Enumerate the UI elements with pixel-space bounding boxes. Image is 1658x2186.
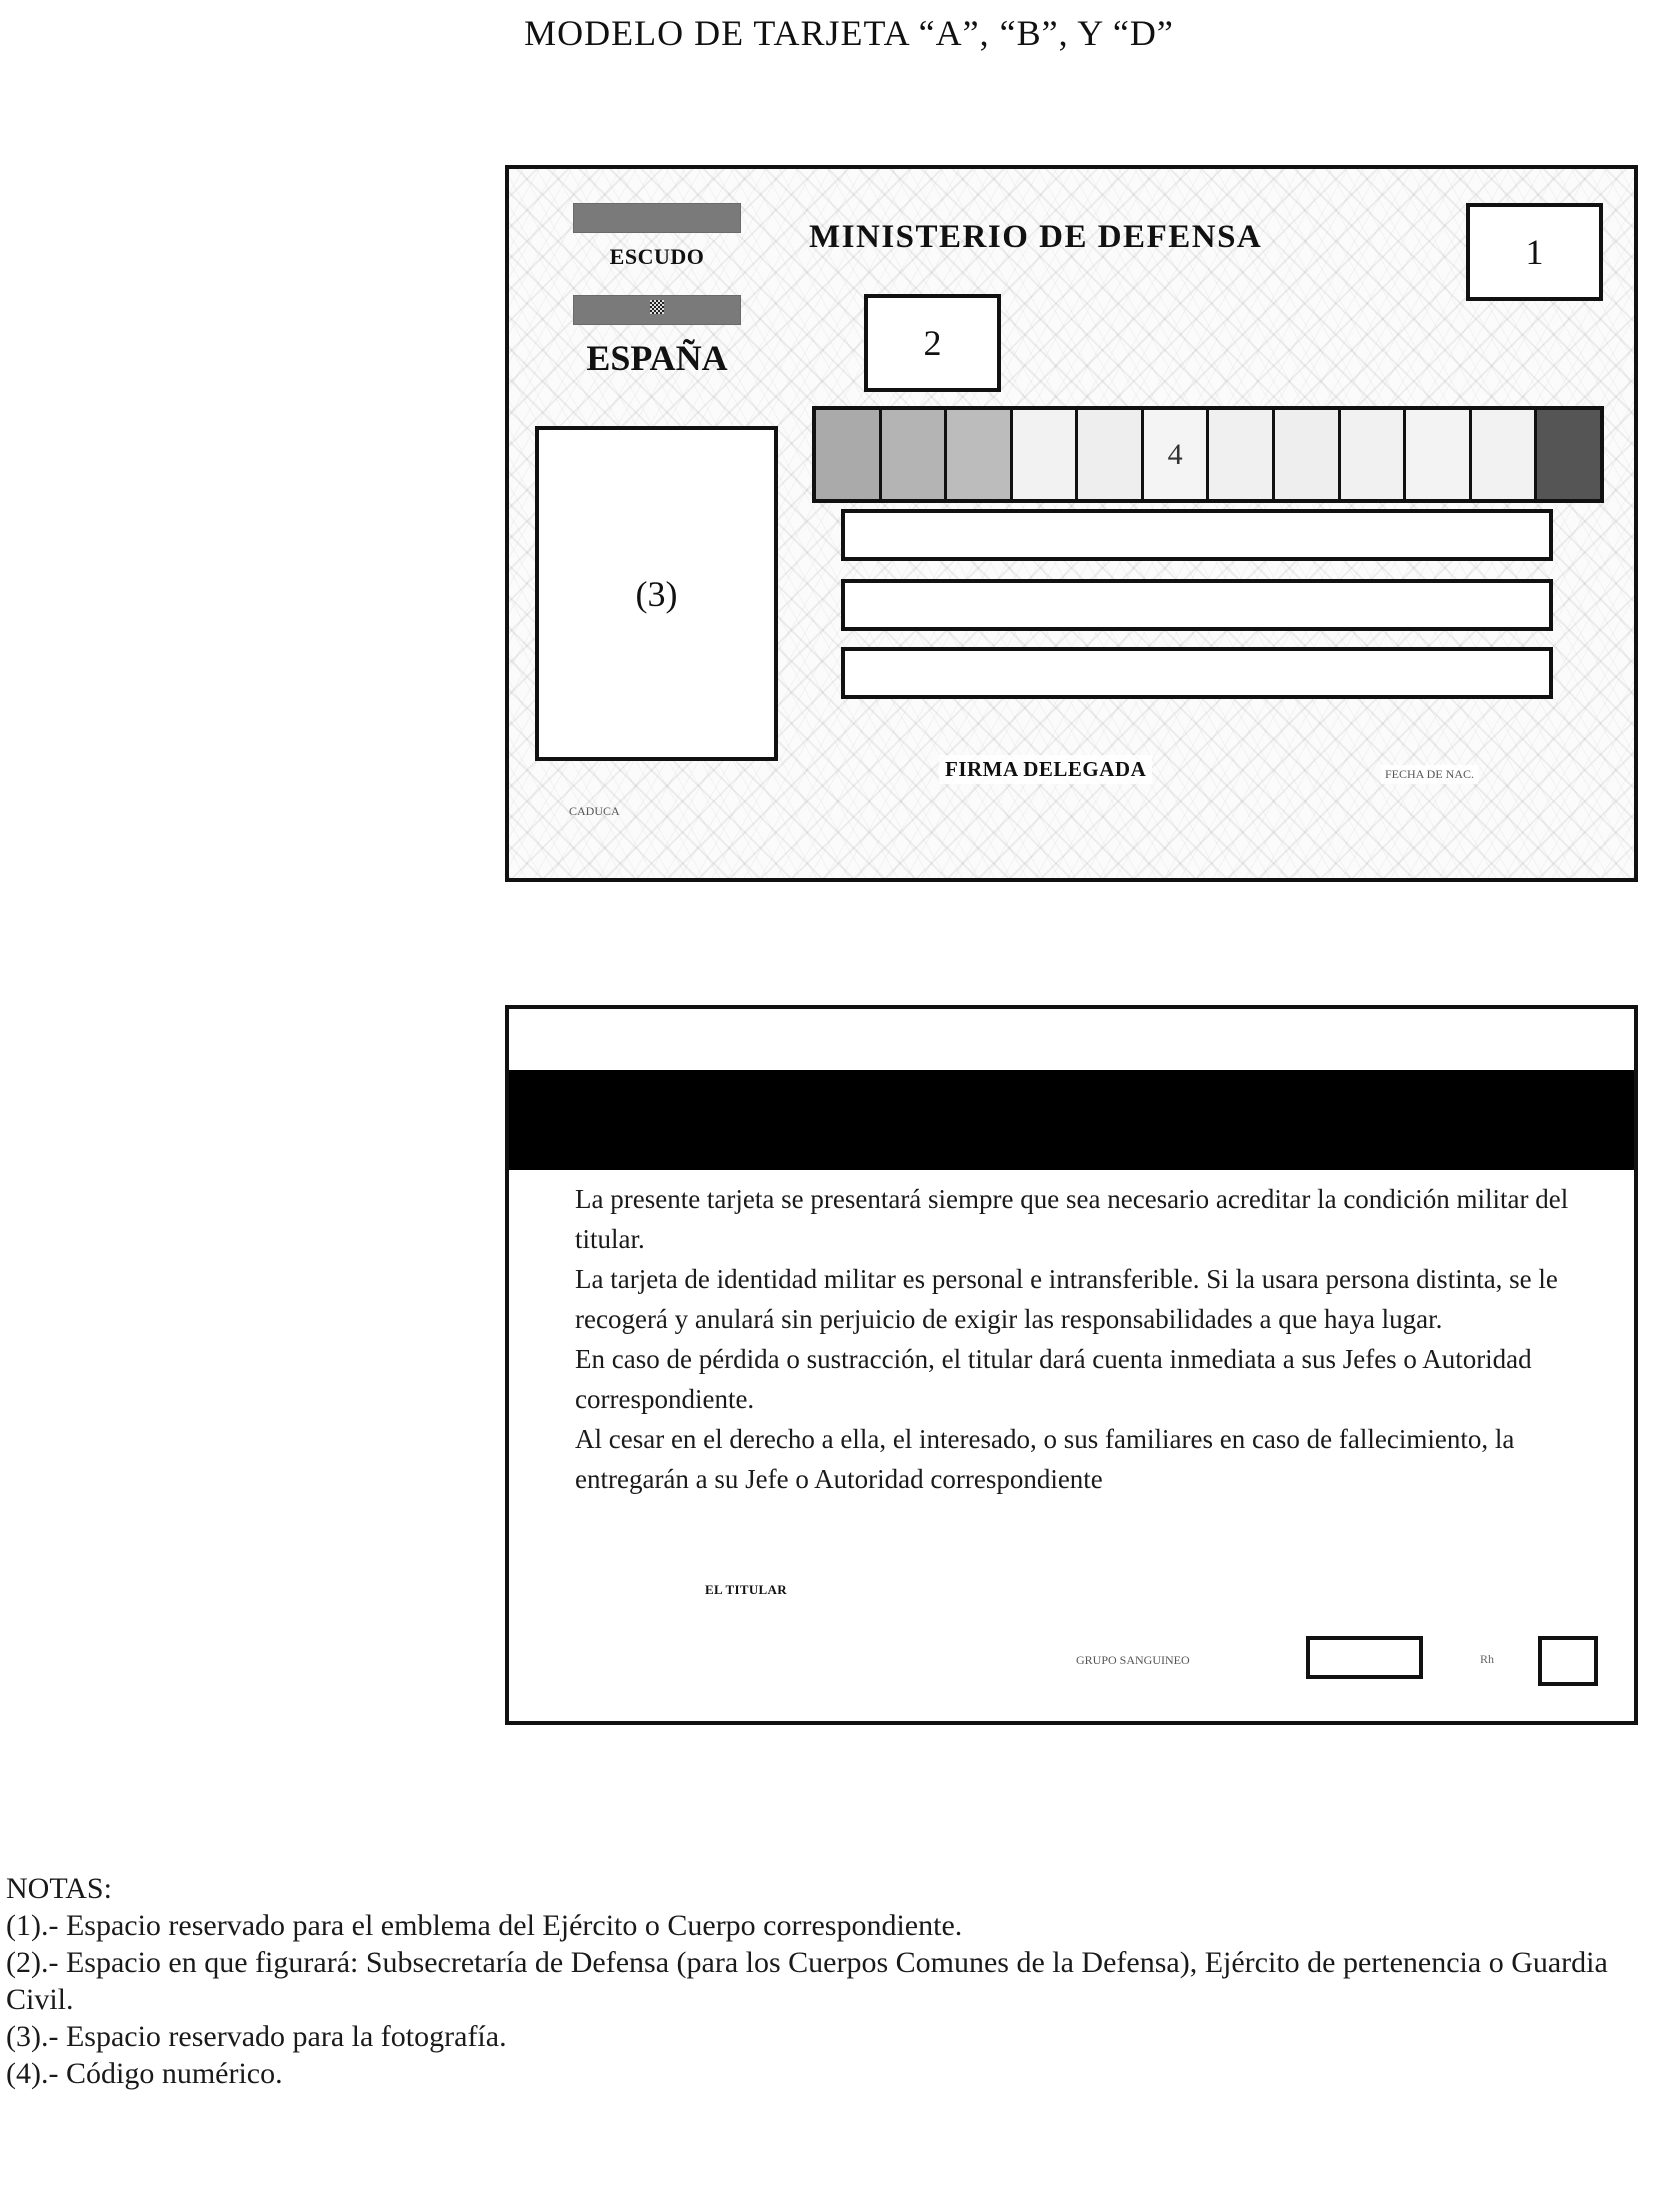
signature-label: FIRMA DELEGADA [939, 755, 1152, 784]
note-item: (4).- Código numérico. [6, 2057, 283, 2090]
magnetic-stripe [509, 1070, 1634, 1170]
coat-of-arms-bar-top [573, 203, 741, 233]
back-paragraph: En caso de pérdida o sustracción, el titular dará cuenta inmediata a sus Jefes o Autoridad correspondiente. [575, 1344, 1532, 1414]
rh-box [1538, 1636, 1598, 1686]
note-item: (2).- Espacio en que figurará: Subsecretaría de Defensa (para los Cuerpos Comunes de la Defensa), Ejército de pertenencia o Guardia Civil. [6, 1946, 1608, 2016]
rh-label: Rh [1480, 1652, 1495, 1666]
notes-section [6, 1870, 1656, 2092]
numeric-code-strip [812, 406, 1604, 503]
code-cell [1275, 410, 1338, 499]
branch-box [864, 294, 1001, 392]
photo-box [535, 426, 778, 761]
back-paragraph: Al cesar en el derecho a ella, el interesado, o sus familiares en caso de fallecimiento, la entregarán a su Jefe o Autoridad correspondiente [575, 1424, 1515, 1494]
data-field-3 [841, 647, 1553, 699]
code-cell [1013, 410, 1076, 499]
code-cell [1472, 410, 1535, 499]
card-back [505, 1005, 1638, 1725]
photo-box-label: (3) [635, 573, 678, 614]
back-paragraph: La presente tarjeta se presentará siempre que sea necesario acreditar la condición militar del titular. [575, 1184, 1569, 1254]
back-paragraph: La tarjeta de identidad militar es personal e intransferible. Si la usara persona distinta, se le recogerá y anulará sin perjuicio de exigir las responsabilidades a que haya lugar. [575, 1264, 1558, 1334]
blood-group-label: GRUPO SANGUINEO [1076, 1653, 1190, 1667]
back-card-text [575, 1179, 1595, 1499]
escudo-label: ESCUDO [609, 244, 705, 269]
code-cell [1209, 410, 1272, 499]
note-item: (3).- Espacio reservado para la fotografía. [6, 2020, 507, 2053]
blood-group-box [1306, 1636, 1423, 1679]
data-field-1 [841, 509, 1553, 561]
coat-of-arms-bar-bottom [573, 295, 741, 325]
emblem-icon [650, 300, 664, 314]
code-cell [1341, 410, 1404, 499]
data-field-2 [841, 579, 1553, 631]
document-title: MODELO DE TARJETA “A”, “B”, Y “D” [524, 13, 1174, 53]
code-cell [816, 410, 879, 499]
ministry-label: MINISTERIO DE DEFENSA [809, 219, 1263, 255]
card-front [505, 165, 1638, 882]
notes-heading: NOTAS: [6, 1872, 112, 1905]
note-item: (1).- Espacio reservado para el emblema del Ejército o Cuerpo correspondiente. [6, 1909, 963, 1942]
holder-label: EL TITULAR [705, 1582, 787, 1597]
code-cell: 4 [1144, 410, 1207, 499]
birth-date-label: FECHA DE NAC. [1381, 765, 1478, 784]
country-label: ESPAÑA [586, 338, 728, 378]
code-cell [1537, 410, 1600, 499]
code-cell [947, 410, 1010, 499]
branch-box-label: 2 [923, 323, 942, 363]
code-cell [882, 410, 945, 499]
emblem-box [1466, 203, 1603, 301]
expiry-label: CADUCA [569, 804, 620, 818]
code-cell [1406, 410, 1469, 499]
emblem-box-label: 1 [1525, 232, 1544, 272]
code-cell [1078, 410, 1141, 499]
